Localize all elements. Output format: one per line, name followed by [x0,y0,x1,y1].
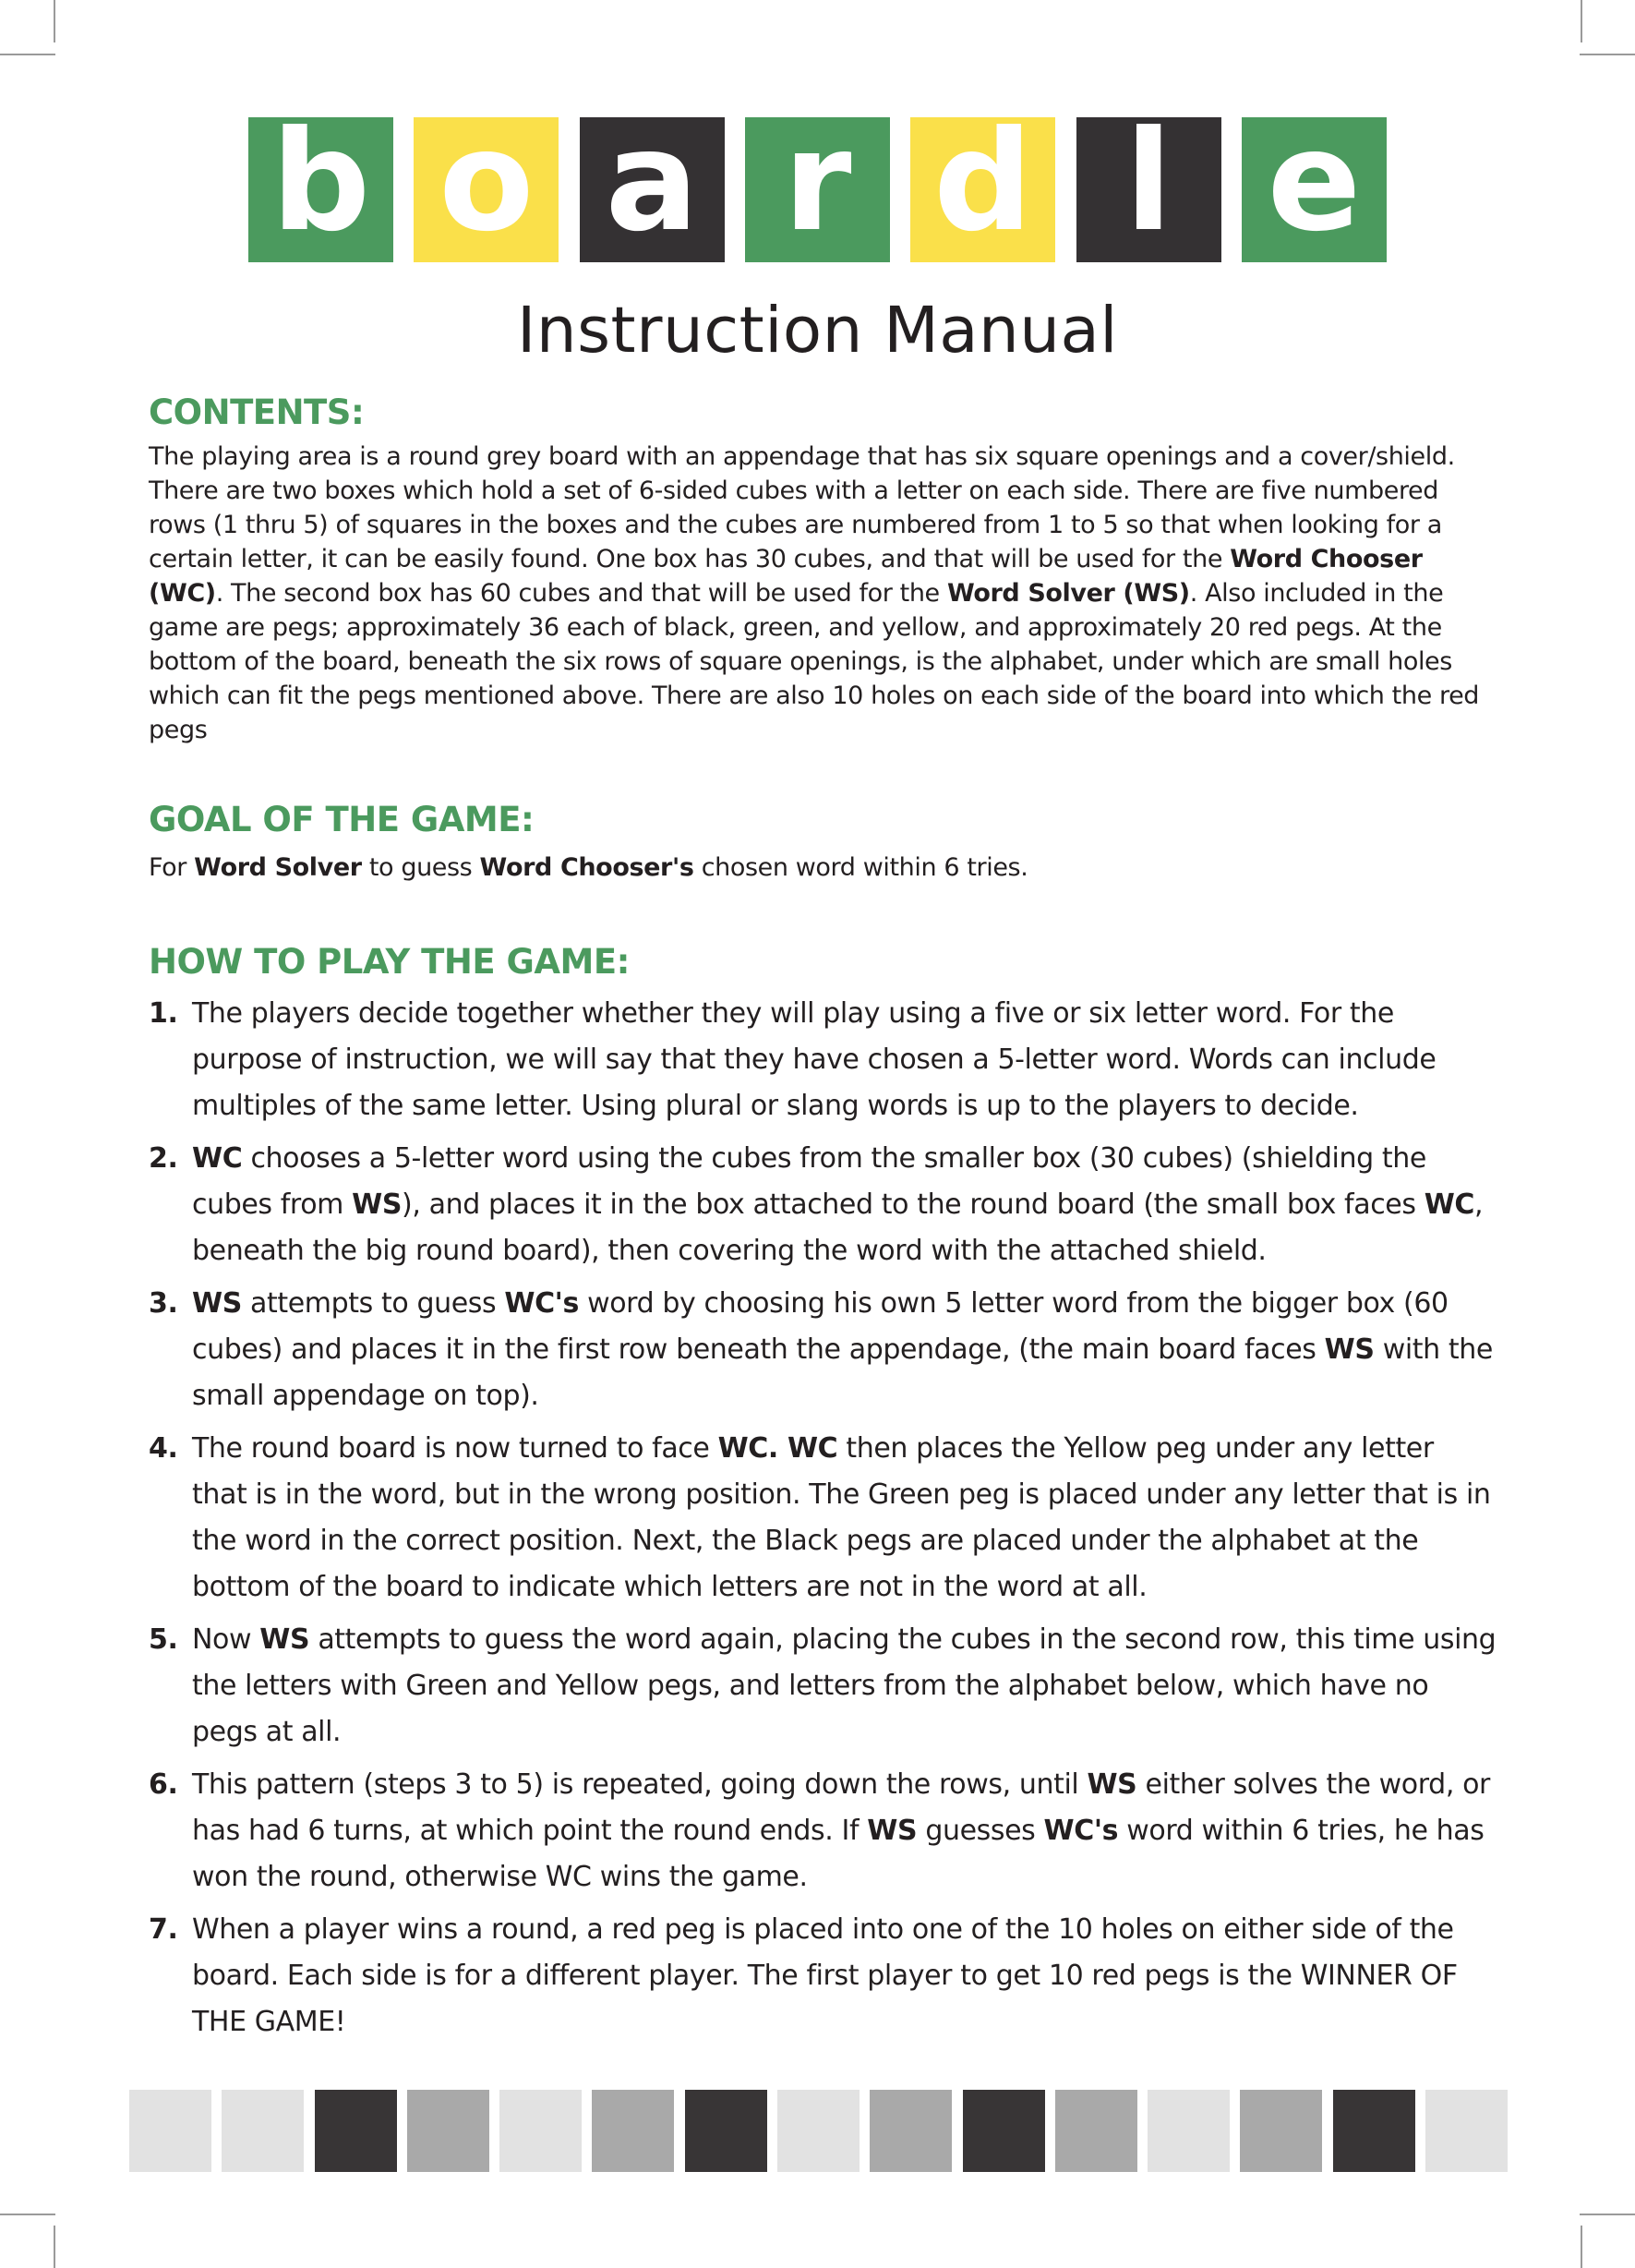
footer-square [592,2090,674,2172]
logo-tile-b: b [248,117,393,262]
crop-mark [0,2214,55,2215]
step-item: 4. The round board is now turned to face WC. WC then places the Yellow peg under any letter that is in the word, but in the wrong position. The Green peg is placed under any letter that is in the word in the correct position. Next, the Black pegs are placed under the alphabet at the bottom of the board to indicate which letters are not in the word at all. [149,1432,1491,1603]
footer-square [407,2090,489,2172]
footer-square [1148,2090,1230,2172]
crop-mark [1581,2226,1582,2268]
logo-tile-l: l [1076,117,1221,262]
step-item: 2. WC chooses a 5-letter word using the cubes from the smaller box (30 cubes) (shielding the cubes from WS), and places it in the box attached to the round board (the small box faces WC, beneath the big round board), then covering the word with the attached shield. [149,1142,1484,1267]
page-title: Instruction Manual [517,294,1118,368]
logo-tile-d: d [910,117,1055,262]
footer-square [222,2090,304,2172]
crop-mark [0,54,55,55]
crop-mark [54,2226,55,2268]
footer-square [1055,2090,1137,2172]
footer-square [499,2090,582,2172]
contents-heading: CONTENTS: [149,392,365,432]
crop-mark [54,0,55,42]
logo-tile-a: a [580,117,725,262]
footer-square-strip [129,2090,1508,2172]
step-item: 7. When a player wins a round, a red peg is placed into one of the 10 holes on either side of the board. Each side is for a different player. The first player to get 10 red pegs is the WINNER OF THE GAME! [149,1913,1458,2038]
footer-square [777,2090,860,2172]
goal-heading: GOAL OF THE GAME: [149,800,535,839]
step-item: 3. WS attempts to guess WC's word by choosing his own 5 letter word from the bigger box (60 cubes) and places it in the first row beneath the appendage, (the main board faces WS with the small appendage on top). [149,1287,1493,1412]
footer-square [1333,2090,1415,2172]
step-item: 1. The players decide together whether they will play using a five or six letter word. For the purpose of instruction, we will say that they have chosen a 5-letter word. Words can include multiples of the same letter. Using plural or slang words is up to the players to decide. [149,997,1437,1122]
logo-tile-o: o [414,117,559,262]
step-item: 5. Now WS attempts to guess the word again, placing the cubes in the second row, this time using the letters with Green and Yellow pegs, and letters from the alphabet below, which have no pegs at all. [149,1623,1497,1748]
boardle-logo [248,101,1387,262]
logo-tile-r: r [745,117,890,262]
goal-paragraph: For Word Solver to guess Word Chooser's chosen word within 6 tries. [149,853,1028,882]
how-to-play-heading: HOW TO PLAY THE GAME: [149,942,630,982]
footer-square [129,2090,211,2172]
contents-paragraph: The playing area is a round grey board with an appendage that has six square openings and a cover/shield. There are two boxes which hold a set of 6-sided cubes with a letter on each side. There are five numbered rows (1 thru 5) of squares in the boxes and the cubes are numbered from 1 to 5 so that when looking for a certain letter, it can be easily found. One box has 30 cubes, and that will be used for the Word Chooser (WC). The second box has 60 cubes and that will be used for the Word Solver (WS). Also included in the game are pegs; approximately 36 each of black, green, and yellow, and approximately 20 red pegs. At the bottom of the board, beneath the six rows of square openings, is the alphabet, under which are small holes which can fit the pegs mentioned above. There are also 10 holes on each side of the board into which the red pegs [149,442,1480,744]
logo-tile-e: e [1242,117,1387,262]
footer-square [870,2090,952,2172]
footer-square [1240,2090,1322,2172]
footer-square [1425,2090,1508,2172]
how-to-play-section [149,942,1497,2052]
footer-square [685,2090,767,2172]
crop-mark [1580,2214,1635,2215]
contents-section [149,392,1497,747]
goal-section [149,800,1497,885]
footer-square [963,2090,1045,2172]
footer-square [315,2090,397,2172]
crop-mark [1580,54,1635,55]
steps-list [149,991,1497,2045]
step-item: 6. This pattern (steps 3 to 5) is repeated, going down the rows, until WS either solves the word, or has had 6 turns, at which point the round ends. If WS guesses WC's word within 6 tries, he has won the round, otherwise WC wins the game. [149,1768,1490,1893]
crop-mark [1581,0,1582,42]
